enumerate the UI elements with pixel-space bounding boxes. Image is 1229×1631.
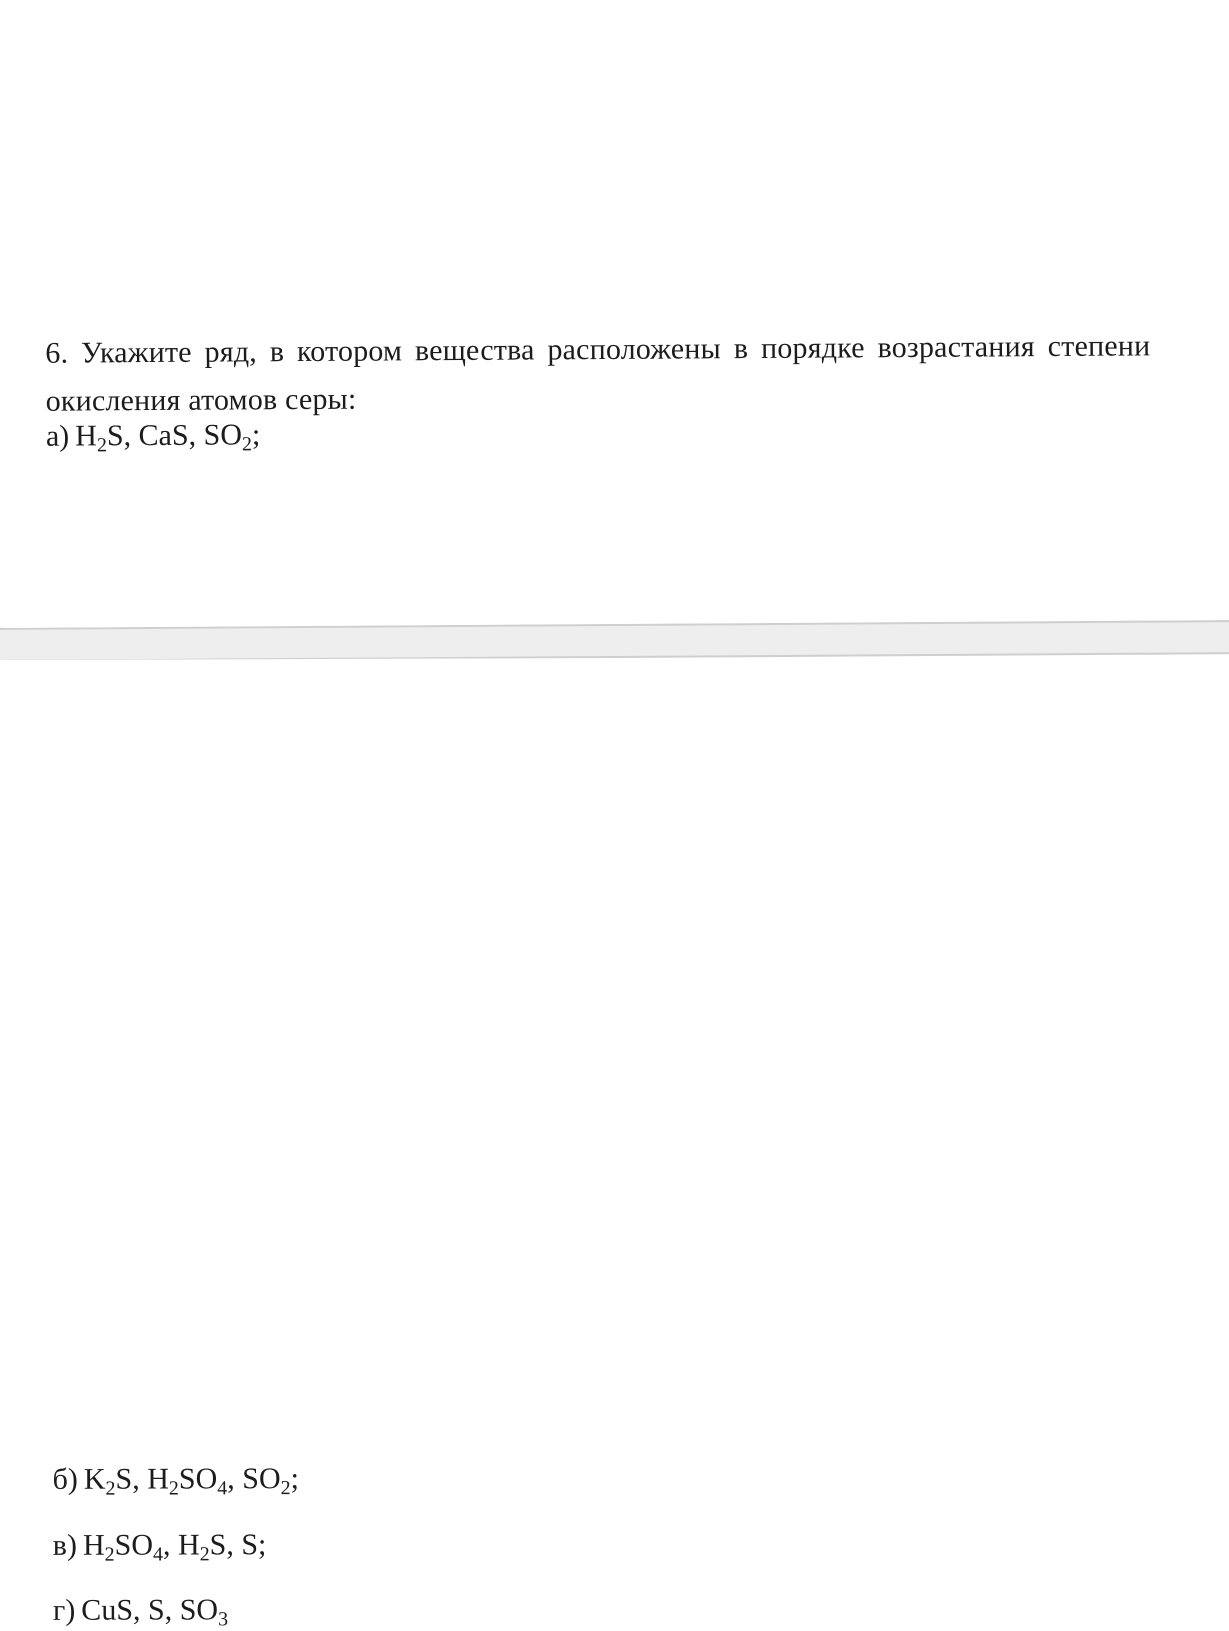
page-bottom — [0, 656, 1229, 1631]
page-top — [0, 0, 1229, 628]
option-marker: а) — [45, 419, 70, 453]
option-formula: $H_2S$, CaS, $SO_2$; — [75, 418, 261, 457]
formula-subscript: 2 — [104, 1543, 115, 1566]
option-v — [53, 1525, 267, 1566]
option-formula: CuS, S, $SO_3$ — [81, 1593, 229, 1631]
option-formula: $H_2SO_4$, $H_2S$, S; — [82, 1528, 267, 1566]
formula-subscript: 2 — [280, 1477, 291, 1500]
formula-subscript: 2 — [199, 1543, 210, 1566]
formula-subscript: 4 — [217, 1477, 228, 1500]
formula-subscript: 3 — [218, 1608, 229, 1631]
option-marker: г) — [52, 1593, 76, 1627]
option-a — [46, 415, 261, 456]
option-b — [53, 1459, 299, 1500]
formula-subscript: 2 — [96, 434, 108, 457]
option-marker: б) — [52, 1462, 78, 1496]
question-text: 6. Укажите ряд, в котором вещества расположены в порядке возрастания степени окисления атомов серы: — [45, 329, 1151, 418]
option-formula: $K_2S$, $H_2SO_4$, $SO_2$; — [83, 1462, 299, 1500]
formula-subscript: 2 — [105, 1477, 116, 1500]
formula-subscript: 2 — [168, 1477, 179, 1500]
formula-subscript: 4 — [152, 1543, 164, 1566]
option-marker: в) — [52, 1528, 77, 1562]
formula-subscript: 2 — [241, 433, 253, 456]
option-g — [53, 1590, 228, 1631]
